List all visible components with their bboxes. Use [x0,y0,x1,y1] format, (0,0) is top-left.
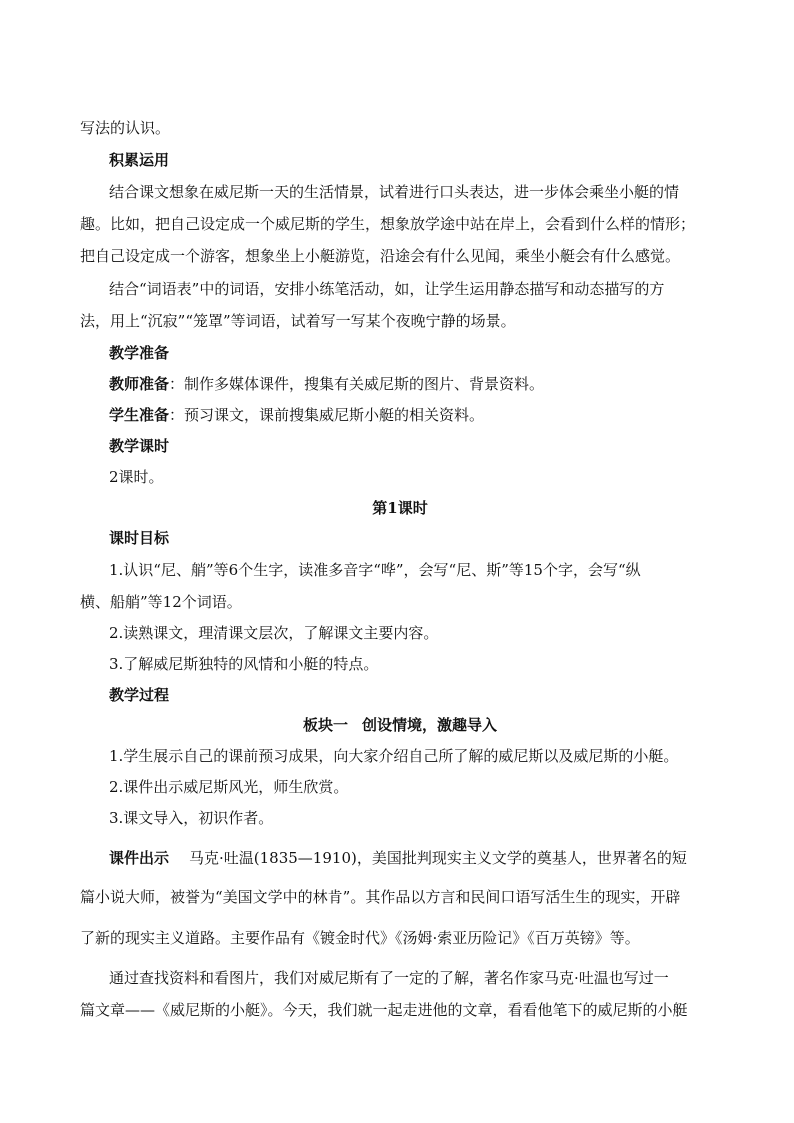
paragraph-line: 法，用上“沉寂”“笼罩”等词语，试着写一写某个夜晚宁静的场景。 [80,312,516,330]
goal-line: 1.认识“尼、艄”等6个生字，读准多音字“哗”，会写“尼、斯”等15个字，会写“纵 [109,561,641,579]
student-prep-line [109,405,721,425]
intro-line: 篇文章——《威尼斯的小艇》。今天，我们就一起走进他的文章，看看他笔下的威尼斯的小艇 [80,1001,688,1019]
paragraph-line: 结合课文想象在威尼斯一天的生活情景，试着进行口头表达，进一步体会乘坐小艇的情 [109,183,680,201]
block-label: 板块一 [302,716,348,734]
lesson-title: 第1课时 [372,499,428,517]
block-title-line [80,715,720,735]
lesson-count: 2课时。 [109,468,164,486]
teacher-prep-text: ：制作多媒体课件，搜集有关威尼斯的图片、背景资料。 [169,375,545,393]
courseware-label: 课件出示 [109,849,170,867]
section-heading-mubiao: 课时目标 [109,529,170,547]
section-heading-guocheng: 教学过程 [109,686,170,704]
student-prep-label: 学生准备 [109,406,170,424]
paragraph-line: 趣。比如，把自己设定成一个威尼斯的学生，想象放学途中站在岸上，会看到什么样的情形； [80,215,696,233]
courseware-line: 篇小说大师，被誉为“美国文学中的林肯”。其作品以方言和民间口语写活生生的现实，开辟 [80,888,681,906]
goal-line: 横、船艄”等12个词语。 [80,593,242,611]
section-heading-jilei: 积累运用 [109,151,170,169]
intro-line: 通过查找资料和看图片，我们对威尼斯有了一定的了解，著名作家马克·吐温也写过一 [109,969,669,987]
step-line: 3.课文导入，初识作者。 [109,809,274,827]
step-line: 1.学生展示自己的课前预习成果，向大家介绍自己所了解的威尼斯以及威尼斯的小艇。 [109,747,679,765]
teacher-prep-label: 教师准备 [109,375,170,393]
section-heading-keshi: 教学课时 [109,437,170,455]
block-title: 创设情境，激趣导入 [362,716,498,734]
paragraph-continuation: 写法的认识。 [80,119,171,137]
courseware-text: 马克·吐温(1835—1910)，美国批判现实主义文学的奠基人，世界著名的短 [189,849,687,867]
courseware-line [109,848,721,868]
paragraph-line: 把自己设定成一个游客，想象坐上小艇游览，沿途会有什么见闻，乘坐小艇会有什么感觉。 [80,247,681,265]
student-prep-text: ：预习课文，课前搜集威尼斯小艇的相关资料。 [169,406,485,424]
step-line: 2.课件出示威尼斯风光，师生欣赏。 [109,778,349,796]
section-heading-zhunbei: 教学准备 [109,344,170,362]
teacher-prep-line [109,374,721,394]
courseware-line: 了新的现实主义道路。主要作品有《镀金时代》《汤姆·索亚历险记》《百万英镑》等。 [80,929,640,947]
paragraph-line: 结合“词语表”中的词语，安排小练笔活动，如，让学生运用静态描写和动态描写的方 [109,280,665,298]
goal-line: 2.读熟课文，理清课文层次，了解课文主要内容。 [109,624,439,642]
goal-line: 3.了解威尼斯独特的风情和小艇的特点。 [109,655,379,673]
